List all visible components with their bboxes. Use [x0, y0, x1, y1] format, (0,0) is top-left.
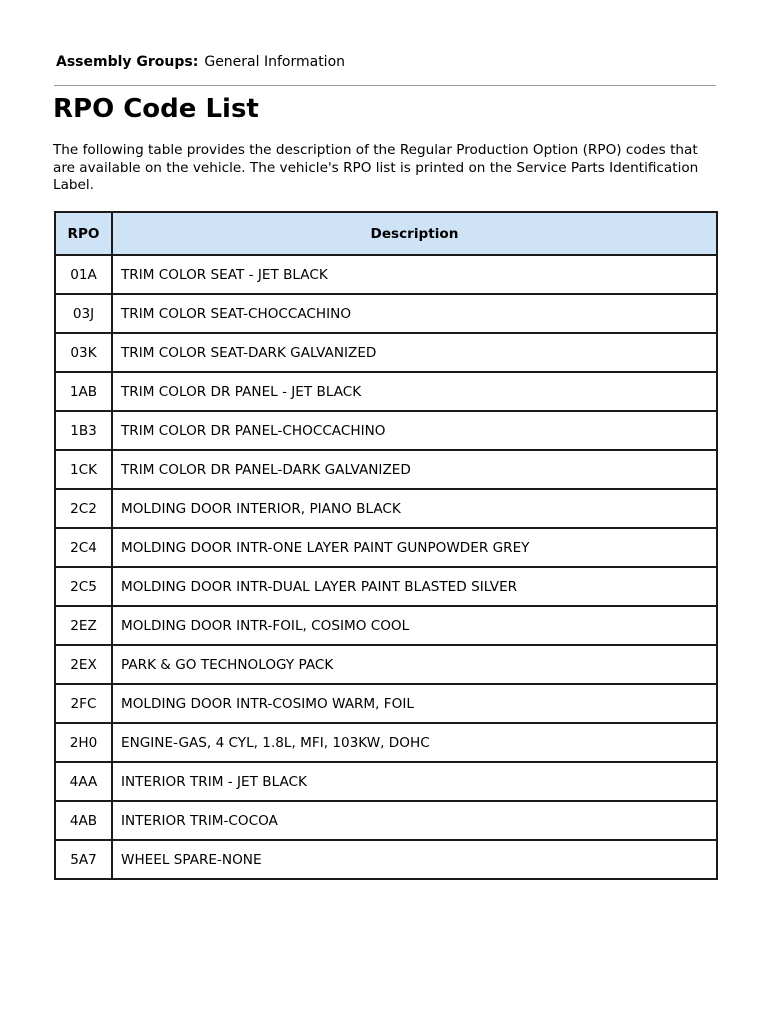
table-row: [55, 372, 717, 411]
column-header-description: Description: [112, 212, 717, 255]
rpo-code-cell: 1CK: [55, 450, 112, 489]
rpo-description-cell: TRIM COLOR DR PANEL - JET BLACK: [112, 372, 717, 411]
table-row: [55, 762, 717, 801]
table-row: [55, 684, 717, 723]
rpo-code-cell: 2C5: [55, 567, 112, 606]
header-divider: [54, 85, 716, 86]
rpo-code-table: [54, 211, 718, 880]
table-row: [55, 801, 717, 840]
rpo-description-cell: MOLDING DOOR INTR-FOIL, COSIMO COOL: [112, 606, 717, 645]
rpo-code-cell: 4AB: [55, 801, 112, 840]
rpo-code-cell: 2C2: [55, 489, 112, 528]
rpo-code-cell: 03K: [55, 333, 112, 372]
rpo-description-cell: MOLDING DOOR INTR-DUAL LAYER PAINT BLASTED SILVER: [112, 567, 717, 606]
intro-paragraph: The following table provides the description of the Regular Production Option (RPO) codes that are available on the vehicle. The vehicle's RPO list is printed on the Service Parts Identification Label.: [53, 142, 699, 193]
table-row: [55, 294, 717, 333]
rpo-description-cell: WHEEL SPARE-NONE: [112, 840, 717, 879]
table-row: [55, 489, 717, 528]
rpo-code-cell: 5A7: [55, 840, 112, 879]
rpo-description-cell: INTERIOR TRIM - JET BLACK: [112, 762, 717, 801]
rpo-code-cell: 03J: [55, 294, 112, 333]
page-title: RPO Code List: [53, 94, 259, 124]
rpo-description-cell: TRIM COLOR DR PANEL-DARK GALVANIZED: [112, 450, 717, 489]
rpo-code-cell: 2FC: [55, 684, 112, 723]
rpo-description-cell: TRIM COLOR SEAT - JET BLACK: [112, 255, 717, 294]
rpo-description-cell: INTERIOR TRIM-COCOA: [112, 801, 717, 840]
rpo-code-cell: 2EX: [55, 645, 112, 684]
rpo-code-cell: 1AB: [55, 372, 112, 411]
table-row: [55, 606, 717, 645]
rpo-code-cell: 2C4: [55, 528, 112, 567]
table-row: [55, 567, 717, 606]
rpo-code-cell: 2EZ: [55, 606, 112, 645]
column-header-rpo: RPO: [55, 212, 112, 255]
table-row: [55, 723, 717, 762]
table-row: [55, 840, 717, 879]
table-row: [55, 255, 717, 294]
assembly-groups-label: Assembly Groups:: [56, 54, 199, 70]
table-row: [55, 645, 717, 684]
rpo-description-cell: TRIM COLOR SEAT-DARK GALVANIZED: [112, 333, 717, 372]
table-row: [55, 528, 717, 567]
rpo-description-cell: MOLDING DOOR INTR-COSIMO WARM, FOIL: [112, 684, 717, 723]
assembly-groups-header: [56, 53, 345, 71]
rpo-description-cell: TRIM COLOR DR PANEL-CHOCCACHINO: [112, 411, 717, 450]
rpo-code-cell: 2H0: [55, 723, 112, 762]
rpo-description-cell: ENGINE-GAS, 4 CYL, 1.8L, MFI, 103KW, DOHC: [112, 723, 717, 762]
table-row: [55, 411, 717, 450]
rpo-code-cell: 4AA: [55, 762, 112, 801]
rpo-description-cell: MOLDING DOOR INTERIOR, PIANO BLACK: [112, 489, 717, 528]
table-row: [55, 450, 717, 489]
table-body: [55, 255, 717, 879]
table-row: [55, 333, 717, 372]
rpo-description-cell: MOLDING DOOR INTR-ONE LAYER PAINT GUNPOWDER GREY: [112, 528, 717, 567]
rpo-code-cell: 01A: [55, 255, 112, 294]
table-header-row: [55, 212, 717, 255]
rpo-description-cell: PARK & GO TECHNOLOGY PACK: [112, 645, 717, 684]
assembly-groups-value: General Information: [204, 54, 346, 70]
rpo-description-cell: TRIM COLOR SEAT-CHOCCACHINO: [112, 294, 717, 333]
rpo-code-cell: 1B3: [55, 411, 112, 450]
